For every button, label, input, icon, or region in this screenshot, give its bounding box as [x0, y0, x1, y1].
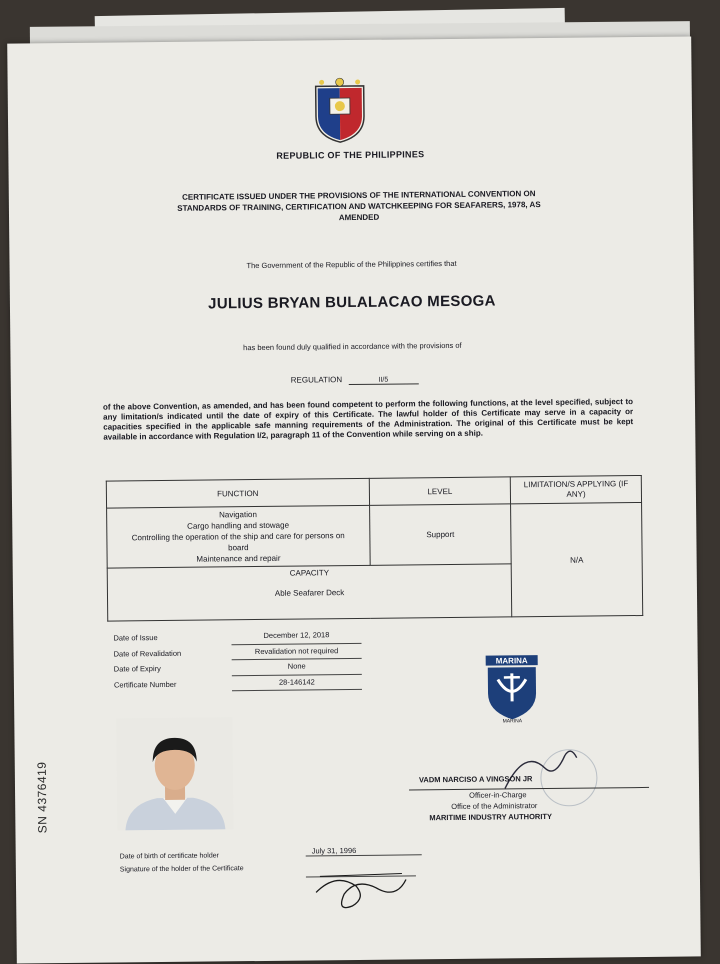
function-item: Controlling the operation of the ship and care for persons on board [111, 530, 365, 555]
date-of-revalidation-value: Revalidation not required [232, 643, 362, 660]
capacity-value: Able Seafarer Deck [112, 586, 507, 599]
dob-block-labels [120, 849, 244, 876]
function-item: Maintenance and repair [112, 552, 366, 566]
limitations-value: N/A [511, 502, 643, 616]
function-item: Navigation [111, 508, 365, 522]
marina-logo-icon [484, 648, 541, 729]
limitations-header: LIMITATION/S APPLYING (IF ANY) [511, 475, 642, 503]
regulation-label: REGULATION [291, 375, 343, 385]
holder-signature-icon [306, 857, 417, 918]
capacity-label: CAPACITY [112, 566, 507, 579]
certificate-number-label: Certificate Number [114, 676, 182, 692]
certificate-issued-heading: CERTIFICATE ISSUED UNDER THE PROVISIONS OF THE INTERNATIONAL CONVENTION ON STANDARDS OF TRAINING, CERTIFICATION AND WATCHKEEPING FOR SEAFARERS, 1978, AS AMENDED [169, 188, 549, 225]
level-header: LEVEL [369, 477, 511, 505]
qualified-line: has been found duly qualified in accordance with the provisions of [10, 338, 694, 354]
officer-name: VADM NARCISO A VINGSON JR [409, 772, 649, 786]
body-paragraph: of the above Convention, as amended, and has been found competent to perform the following functions, at the level specified, subject to any limitation/s indicated until the date of expiry of this Certificate. The lawful holder of this Certificate may serve in a capacity or capacities specified in the applicable safe manning requirements of the Administration. The original of this Certificate must be kept available in accordance with Regulation I/2, paragraph 11 of the Convention while serving on a ship. [103, 397, 633, 443]
info-values [231, 628, 362, 691]
regulation-line [291, 374, 419, 385]
officer-block [409, 772, 649, 824]
certificate-number-value: 28-146142 [232, 674, 362, 691]
functions-cell [107, 505, 370, 568]
officer-title: Officer-in-Charge [409, 788, 649, 802]
holder-photo [116, 717, 233, 830]
info-labels [113, 630, 181, 693]
function-header: FUNCTION [106, 478, 369, 508]
certifies-line: The Government of the Republic of the Philippines certifies that [10, 256, 694, 272]
date-of-expiry-value: None [232, 659, 362, 676]
date-of-expiry-label: Date of Expiry [114, 661, 182, 677]
capacity-cell [107, 564, 512, 621]
dob-value: July 31, 1996 [306, 845, 422, 856]
officer-office: Office of the Administrator [409, 799, 649, 813]
certificate-document [7, 36, 701, 963]
officer-agency: MARITIME INDUSTRY AUTHORITY [409, 810, 649, 824]
holder-signature-label: Signature of the holder of the Certificate [120, 862, 244, 876]
regulation-value: II/5 [348, 376, 418, 385]
marina-logo-text: MARINA [496, 656, 528, 665]
date-of-issue-label: Date of Issue [113, 630, 181, 646]
function-item: Cargo handling and stowage [111, 519, 365, 533]
dob-label: Date of birth of certificate holder [120, 849, 244, 863]
function-table [106, 475, 643, 622]
date-of-issue-value: December 12, 2018 [231, 628, 361, 645]
marina-caption: MARINA [484, 718, 540, 725]
republic-heading: REPUBLIC OF THE PHILIPPINES [8, 146, 692, 163]
level-value: Support [369, 504, 511, 565]
philippine-seal-icon [308, 76, 373, 145]
holder-name: JULIUS BRYAN BULALACAO MESOGA [10, 290, 694, 314]
date-of-revalidation-label: Date of Revalidation [114, 645, 182, 661]
serial-number: SN 4376419 [34, 733, 49, 833]
